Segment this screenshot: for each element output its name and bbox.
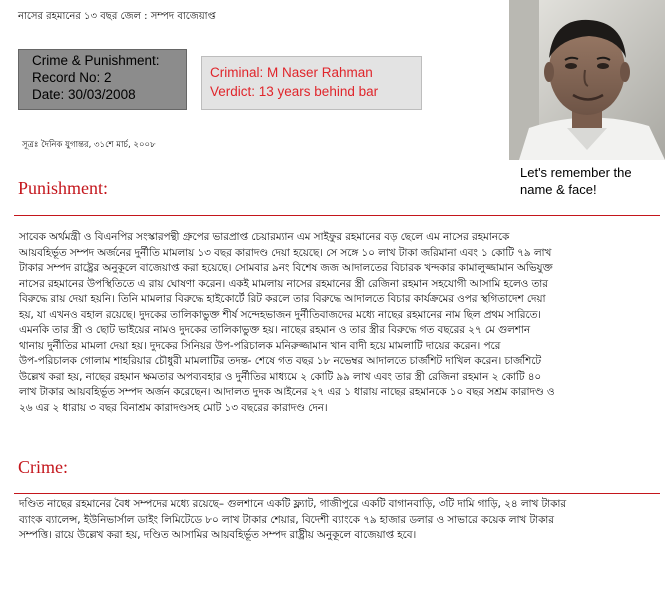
section-divider bbox=[14, 493, 660, 494]
verdict-text: Verdict: 13 years behind bar bbox=[210, 84, 379, 99]
record-number: Record No: 2 bbox=[32, 70, 112, 85]
record-box bbox=[18, 49, 187, 110]
text-line: দণ্ডিত নাছের রহমানের বৈধ সম্পদের মধ্যে রয়েছে– গুলশানে একটি ফ্ল্যাট, গাজীপুরে একটি বাগানবাড়ি, ৩টি দামি গাড়ি, ২৪ লাখ টাকার bbox=[19, 498, 566, 510]
text-line: উল্লেখ করা হয়, নাছের রহমান ক্ষমতার অপব্যবহার ও দুর্নীতির মাধ্যমে ২ কোটি ৯৯ লাখ এবং তার স্ত্রী রেজিনা রহমান ২ কোটি ৪০ bbox=[19, 370, 542, 383]
crime-heading: Crime: bbox=[18, 457, 68, 477]
text-line: এমনকি তার স্ত্রী ও ছোট ভাইয়ের নামও দুদকের তালিকাভুক্ত হয়। নাছের রহমান ও তার স্ত্রীর বিরুদ্ধে গত বছরের ২৭ মে গুলশান bbox=[19, 324, 531, 336]
text-line: লাখ টাকার আয়বহির্ভূত সম্পদ অর্জন করেছেন। আদালত দুদক আইনের ২৭ এর ১ ধারায় নাছের রহমানকে ১০ বছর সশ্রম কারাদণ্ড ও bbox=[19, 386, 555, 398]
text-line: ২৬ এর ২ ধারায় ৩ বছর বিনাশ্রম কারাদণ্ডসহ মোট ১৩ বছরের কারাদণ্ড দেন। bbox=[19, 401, 328, 414]
text-line: ব্যাংক ব্যালেন্স, ইউনিভার্সাল ডাইং লিমিটেডে ৮০ লাখ টাকার শেয়ার, বিদেশী ব্যাংকে ৭৯ হাজার ডলার ও সাভারে কয়েক লাখ টাকার bbox=[19, 513, 554, 526]
punishment-heading: Punishment: bbox=[18, 178, 109, 198]
crime-paragraph bbox=[19, 497, 665, 544]
text-line: বিরুদ্ধে রায় দেয়া হয়নি। তিনি মামলার বিরুদ্ধে হাইকোর্টে রিট করলে তার বিরুদ্ধে আদালতে বিচার কার্যক্রমের ওপর স্থগিতাদেশ দেয়া bbox=[19, 293, 546, 305]
portrait-image bbox=[509, 0, 665, 160]
source-citation: সূত্রঃ দৈনিক যুগান্তর, ৩১শে মার্চ, ২০০৮ bbox=[22, 140, 156, 150]
text-line: সাবেক অর্থমন্ত্রী ও বিএনপির সংস্কারপন্থী গ্রুপের ভারপ্রাপ্ত চেয়ারম্যান এম সাইফুর রহমানের বড় ছেলে এম নাসের রহমানকে bbox=[19, 231, 510, 243]
record-date: Date: 30/03/2008 bbox=[32, 87, 136, 102]
photo-caption: Let's remember the name & face! bbox=[520, 165, 632, 197]
text-line: সম্পত্তি। রায়ে উল্লেখ করা হয়, দণ্ডিত আসামির আয়বহির্ভূত সম্পদ রাষ্ট্রীয় অনুকূলে বাজেয়াপ্ত হবে। bbox=[19, 529, 417, 541]
punishment-paragraph bbox=[19, 230, 665, 416]
text-line: হয়, যা এখনও বহাল রয়েছে। দুদকের তালিকাভুক্ত শীর্ষ সন্দেহভাজন দুর্নীতিবাজদের মধ্যে নাছের রহমানের নাম ছিল প্রথম সারিতে। bbox=[19, 308, 541, 321]
section-divider bbox=[14, 215, 660, 216]
record-title: Crime & Punishment: bbox=[32, 53, 160, 68]
criminal-name: Criminal: M Naser Rahman bbox=[210, 65, 373, 80]
text-line: টাকার সম্পদ রাষ্ট্রের অনুকূলে বাজেয়াপ্ত করা হয়েছে। সোমবার ৯নং বিশেষ জজ আদালতের বিচারক খন্দকার কামালুজ্জামান অভিযুক্ত bbox=[19, 262, 553, 274]
text-line: উপ-পরিচালক গোলাম শাহরিয়ার চৌধুরী মামলাটির তদন্ত- শেষে গত বছর ১৮ নভেম্বর আদালতে চার্জশিট দাখিল করেন। চার্জশিটে bbox=[19, 355, 541, 367]
text-line: থানায় দুর্নীতির মামলা দেয়া হয়। দুদকের সিনিয়র উপ-পরিচালক মনিরুজ্জামান খান বাদী হয়ে মামলাটি দায়ের করেন। পরে bbox=[19, 339, 501, 352]
headline: নাসের রহমানের ১৩ বছর জেল : সম্পদ বাজেয়াপ্ত bbox=[18, 11, 216, 22]
verdict-box bbox=[201, 56, 422, 110]
portrait-photo bbox=[509, 0, 665, 160]
text-line: নাসের রহমানের উপস্থিতিতে এ রায় ঘোষণা করেন। একই মামলায় নাসের রহমানের স্ত্রী রেজিনা রহমান সহযোগী আসামি হলেও তার bbox=[19, 277, 548, 290]
text-line: আয়বহির্ভূত সম্পদ অর্জনের দুর্নীতি মামলায় ১৩ বছর কারাদণ্ড দেয়া হয়েছে। সে সঙ্গে ১০ লাখ টাকা জরিমানা এবং ১ কোটি ৭৯ লাখ bbox=[19, 246, 552, 259]
